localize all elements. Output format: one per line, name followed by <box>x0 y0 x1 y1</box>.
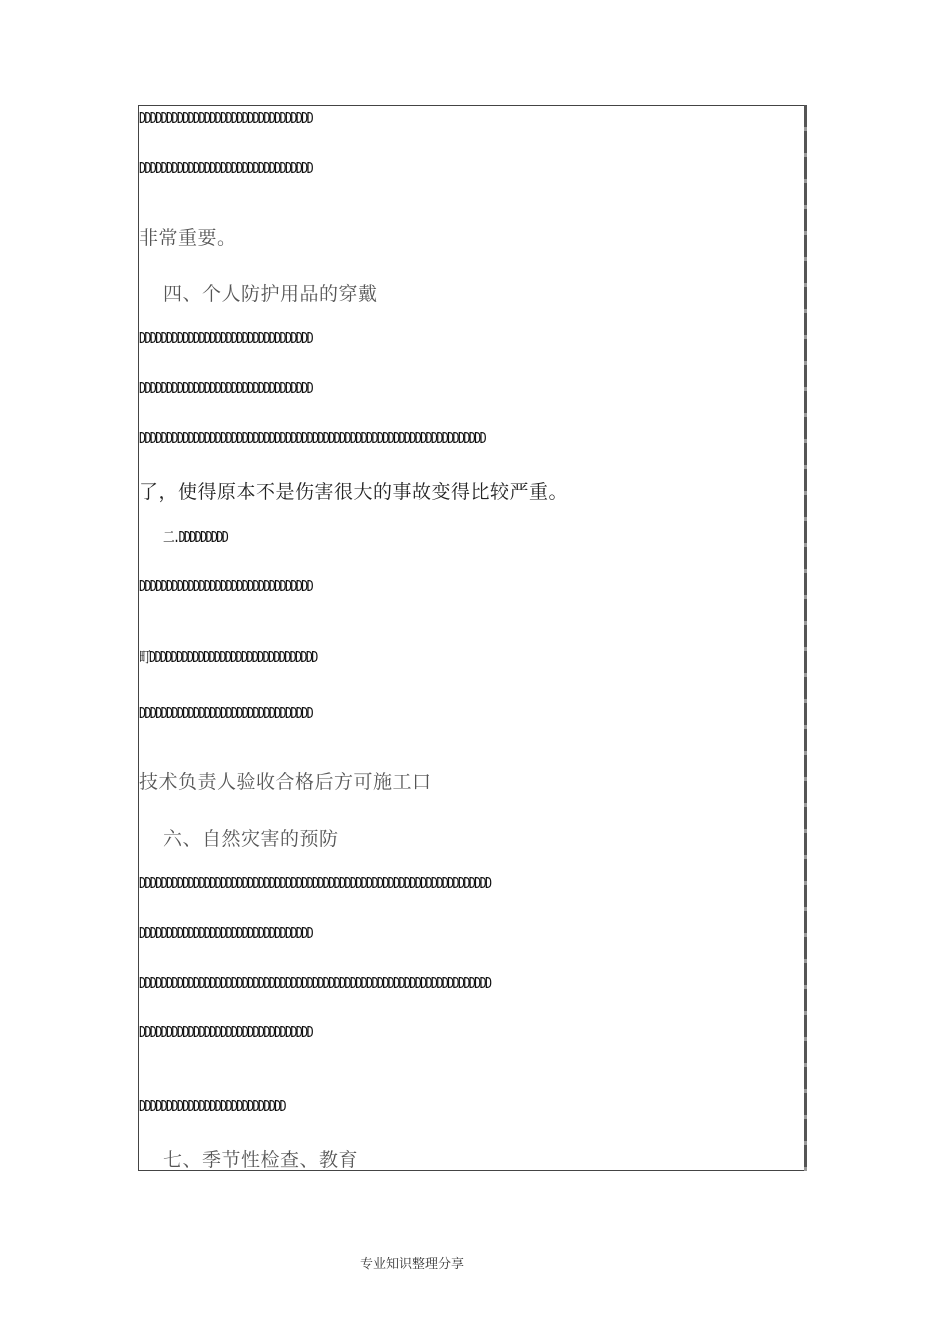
body-text: 了，使得原本不是伤害很大的事故变得比较严重。 <box>139 481 569 503</box>
garbled-line: DDDDDDDDDDDDDDDDDDDDDDDDDDD <box>139 1097 285 1115</box>
garbled-line: DDDDDDDDDDDDDDDDDDDDDDDDDDDDDDDD <box>139 1023 313 1041</box>
body-text: 技术负责人验收合格后方可施工口 <box>139 771 432 793</box>
body-text: 非常重要。 <box>139 227 237 249</box>
garbled-line: DDDDDDDDDDDDDDDDDDDDDDDDDDDDDDDDDDDDDDDDDDDDDDDDDDDDDDDDDDDDDDDDD <box>139 974 491 992</box>
garbled-line: 町DDDDDDDDDDDDDDDDDDDDDDDDDDDDDDD <box>139 648 317 666</box>
frame-right-border <box>804 105 807 1171</box>
garbled-line: DDDDDDDDDDDDDDDDDDDDDDDDDDDDDDDD <box>139 329 313 347</box>
garbled-subheading: 二.DDDDDDDDD <box>163 528 228 546</box>
content-frame <box>138 105 806 1171</box>
garbled-line: DDDDDDDDDDDDDDDDDDDDDDDDDDDDDDDD <box>139 704 313 722</box>
garbled-line: DDDDDDDDDDDDDDDDDDDDDDDDDDDDDDDD <box>139 924 313 942</box>
section-heading: 四、个人防护用品的穿戴 <box>163 283 378 305</box>
page-footer: 专业知识整理分享 <box>360 1257 465 1272</box>
garbled-line: DDDDDDDDDDDDDDDDDDDDDDDDDDDDDDDDDDDDDDDDDDDDDDDDDDDDDDDDDDDDDDDD <box>139 429 485 447</box>
section-heading: 六、自然灾害的预防 <box>163 828 339 850</box>
garbled-line: DDDDDDDDDDDDDDDDDDDDDDDDDDDDDDDDDDDDDDDDDDDDDDDDDDDDDDDDDDDDDDDDD <box>139 874 491 892</box>
garbled-line: DDDDDDDDDDDDDDDDDDDDDDDDDDDDDDDD <box>139 109 313 127</box>
section-heading: 七、季节性检查、教育 <box>163 1149 359 1171</box>
garbled-line: DDDDDDDDDDDDDDDDDDDDDDDDDDDDDDDD <box>139 577 313 595</box>
garbled-line: DDDDDDDDDDDDDDDDDDDDDDDDDDDDDDDD <box>139 159 313 177</box>
garbled-line: DDDDDDDDDDDDDDDDDDDDDDDDDDDDDDDD <box>139 379 313 397</box>
